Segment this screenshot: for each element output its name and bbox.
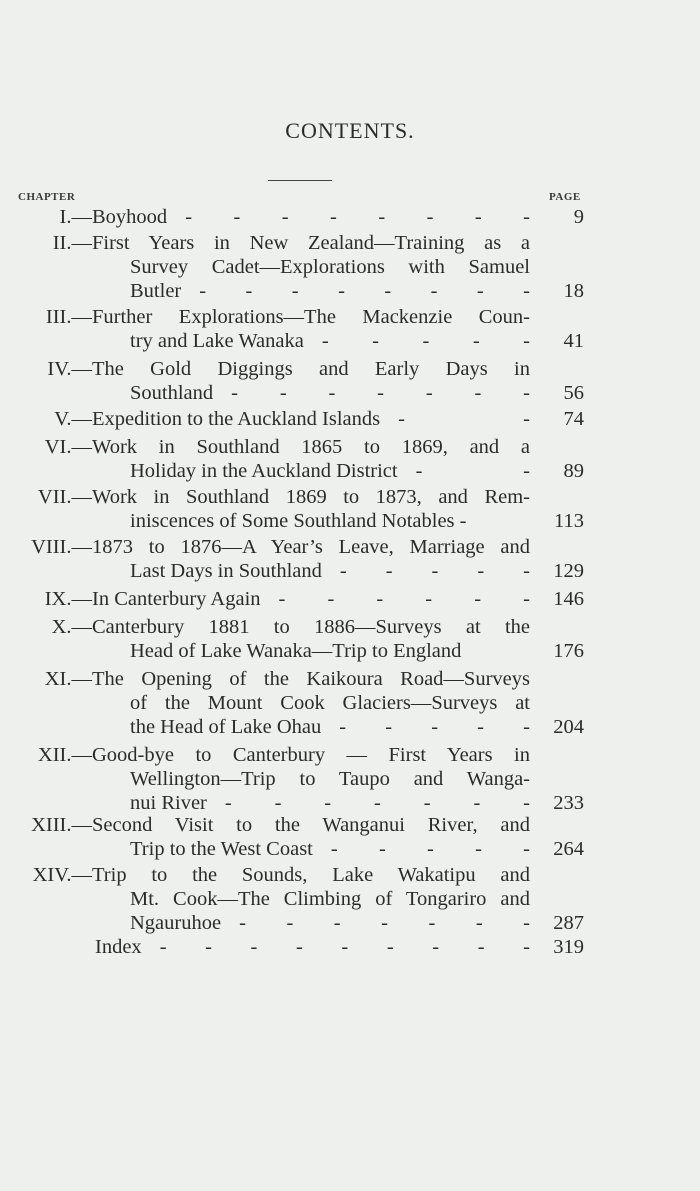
- dot-leaders: - - - - -: [339, 716, 530, 738]
- chapter-column-header: CHAPTER: [18, 191, 76, 203]
- dot-leaders: - - - - - - - -: [199, 280, 530, 302]
- title-rule: [268, 180, 332, 181]
- dot-leaders: - - - - - - -: [239, 912, 530, 934]
- chapter-title-line: Head of Lake Wanaka—Trip to England: [130, 640, 462, 662]
- dot-leaders: - - - - - - - -: [185, 206, 530, 228]
- page-number: 287: [553, 912, 584, 934]
- page-number: 146: [553, 588, 584, 610]
- page-number: 204: [553, 716, 584, 738]
- chapter-numeral: V.—: [54, 408, 92, 430]
- chapter-numeral: III.—: [45, 306, 92, 328]
- dot-leaders: - - - - -: [339, 560, 530, 582]
- chapter-numeral: VI.—: [44, 436, 92, 458]
- chapter-title-line: Expedition to the Auckland Islands: [92, 408, 381, 430]
- chapter-title-line: Index: [95, 936, 142, 958]
- chapter-title-line: of the Mount Cook Glaciers—Surveys at: [130, 692, 530, 714]
- chapter-title-line: Work in Southland 1865 to 1869, and a: [92, 436, 530, 458]
- chapter-numeral: XIII.—: [31, 814, 92, 836]
- dot-leaders: - - - - -: [321, 330, 530, 352]
- dot-leaders: - -: [398, 408, 530, 430]
- chapter-title-line: Trip to the Sounds, Lake Wakatipu and: [92, 864, 530, 886]
- chapter-title-line: Mt. Cook—The Climbing of Tongariro and: [130, 888, 530, 910]
- chapter-title-line: iniscences of Some Southland Notables -: [130, 510, 467, 532]
- page-number: 56: [563, 382, 584, 404]
- chapter-title-line: Ngauruhoe: [130, 912, 222, 934]
- page-number: 41: [563, 330, 584, 352]
- page-number: 129: [553, 560, 584, 582]
- page-number: 9: [573, 206, 584, 228]
- dot-leaders: - - - - - - -: [224, 792, 530, 814]
- chapter-title-line: Butler: [130, 280, 182, 302]
- chapter-title-line: In Canterbury Again: [92, 588, 261, 610]
- page-number: 176: [553, 640, 584, 662]
- chapter-title-line: nui River: [130, 792, 207, 814]
- chapter-title-line: Second Visit to the Wanganui River, and: [92, 814, 530, 836]
- page-number: 319: [553, 936, 584, 958]
- dot-leaders: - - - - - - -: [231, 382, 530, 404]
- chapter-title-line: Canterbury 1881 to 1886—Surveys at the: [92, 616, 530, 638]
- chapter-title-line: First Years in New Zealand—Training as a: [92, 232, 530, 254]
- chapter-numeral: II.—: [52, 232, 92, 254]
- chapter-title-line: Last Days in Southland: [130, 560, 322, 582]
- chapter-title-line: Holiday in the Auckland District: [130, 460, 398, 482]
- page-column-header: PAGE: [549, 191, 581, 203]
- chapter-numeral: IX.—: [44, 588, 92, 610]
- chapter-numeral: X.—: [51, 616, 92, 638]
- page-number: 74: [563, 408, 584, 430]
- chapter-numeral: VII.—: [37, 486, 92, 508]
- chapter-title-line: 1873 to 1876—A Year’s Leave, Marriage and: [92, 536, 530, 558]
- page-title: CONTENTS.: [285, 118, 415, 143]
- chapter-title-line: Southland: [130, 382, 214, 404]
- chapter-title-line: The Opening of the Kaikoura Road—Surveys: [92, 668, 530, 690]
- page-number: 233: [553, 792, 584, 814]
- page-number: 18: [563, 280, 584, 302]
- chapter-title-line: Survey Cadet—Explorations with Samuel: [130, 256, 530, 278]
- page-number: 113: [554, 510, 584, 532]
- chapter-title-line: Work in Southland 1869 to 1873, and Rem-: [92, 486, 530, 508]
- dot-leaders: - - - - - -: [278, 588, 530, 610]
- chapter-numeral: VIII.—: [31, 536, 92, 558]
- page-number: 89: [563, 460, 584, 482]
- chapter-numeral: XI.—: [44, 668, 92, 690]
- chapter-title-line: Boyhood: [92, 206, 168, 228]
- chapter-title-line: the Head of Lake Ohau: [130, 716, 322, 738]
- dot-leaders: - - - - -: [330, 838, 530, 860]
- chapter-title-line: The Gold Diggings and Early Days in: [92, 358, 530, 380]
- chapter-title-line: try and Lake Wanaka: [130, 330, 304, 352]
- chapter-title-line: Further Explorations—The Mackenzie Coun-: [92, 306, 530, 328]
- chapter-title-line: Trip to the West Coast: [130, 838, 313, 860]
- chapter-numeral: XII.—: [37, 744, 92, 766]
- dot-leaders: - - - - - - - - -: [159, 936, 530, 958]
- chapter-title-line: Wellington—Trip to Taupo and Wanga-: [130, 768, 530, 790]
- chapter-numeral: IV.—: [47, 358, 92, 380]
- dot-leaders: - -: [415, 460, 530, 482]
- chapter-numeral: I.—: [59, 206, 92, 228]
- page-number: 264: [553, 838, 584, 860]
- chapter-numeral: XIV.—: [32, 864, 92, 886]
- chapter-title-line: Good-bye to Canterbury — First Years in: [92, 744, 530, 766]
